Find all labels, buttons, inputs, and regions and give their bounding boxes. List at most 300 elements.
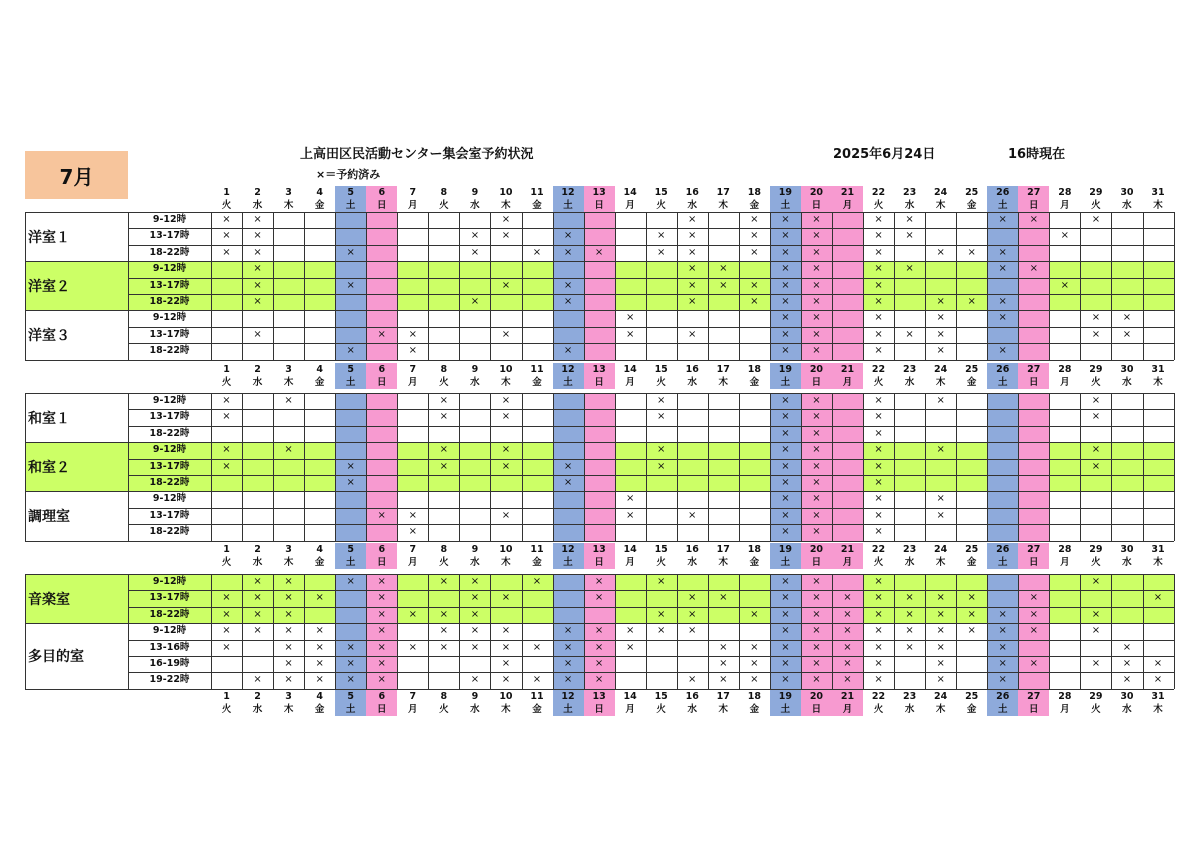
day-number: 5 [347,187,354,198]
booked-mark: × [688,592,697,604]
day-number: 4 [316,544,323,555]
booked-mark: × [781,493,790,505]
day-number: 12 [561,544,575,555]
booked-mark: × [563,279,573,291]
col-line [708,212,709,360]
day-header [459,363,490,389]
day-weekday: 火 [439,200,449,211]
booked-mark: × [874,526,883,538]
day-header [1080,363,1111,389]
day-weekday: 水 [687,704,697,715]
day-number: 20 [809,691,824,702]
booked-mark: × [812,263,821,275]
day-weekday: 月 [842,704,853,715]
col-line [1174,574,1175,689]
col-line [459,393,460,541]
booked-mark: × [501,230,511,242]
time-slot: 13-16時 [149,641,190,653]
col-line [987,212,988,360]
booked-mark: × [563,460,573,472]
booked-mark: × [346,345,355,357]
day-weekday: 火 [873,377,884,388]
day-header [522,543,553,569]
booked-mark: × [781,576,790,587]
day-number: 27 [1027,364,1041,375]
day-weekday: 火 [1091,557,1101,568]
booked-mark: × [656,460,666,472]
time-slot: 18-22時 [149,608,190,620]
booked-mark: × [222,641,231,653]
booked-mark: × [998,246,1007,258]
day-weekday: 木 [501,200,511,211]
day-header [242,543,273,569]
day-header [646,363,677,389]
booked-mark: × [253,625,262,637]
time-slot: 16-19時 [149,658,190,669]
booked-mark: × [812,576,821,587]
day-number: 22 [871,691,886,702]
booked-mark: × [781,658,790,669]
time-slot: 18-22時 [149,427,190,439]
day-header [770,543,801,569]
booked-mark: × [222,411,231,423]
as-of-time: 16時現在 [1008,147,1066,162]
col-line [1080,393,1081,541]
day-weekday: 木 [283,557,294,568]
time-slot: 18-22時 [149,246,190,258]
day-weekday: 月 [408,704,418,715]
day-header [615,186,646,212]
booked-mark: × [812,328,821,340]
booked-mark: × [408,641,417,653]
booked-mark: × [470,296,480,307]
booked-mark: × [1091,608,1101,620]
day-number: 13 [592,187,606,198]
time-slot: 9-12時 [152,395,187,406]
booked-mark: × [222,246,231,258]
day-weekday: 土 [563,377,573,388]
time-slot: 13-17時 [149,230,190,242]
day-weekday: 木 [501,377,511,388]
day-number: 7 [409,364,417,375]
day-number: 2 [254,691,261,702]
day-header [1018,543,1049,569]
day-weekday: 金 [966,377,977,388]
day-weekday: 水 [687,200,697,211]
day-weekday: 金 [532,704,542,715]
booked-mark: × [874,444,883,456]
day-weekday: 金 [966,704,977,715]
day-weekday: 金 [314,557,325,568]
day-header [490,363,521,389]
booked-mark: × [253,592,262,604]
day-column [366,442,397,491]
booked-mark: × [377,674,386,686]
booked-mark: × [750,246,759,258]
day-number: 23 [902,187,917,198]
day-header [490,186,521,212]
day-weekday: 木 [1153,200,1163,211]
col-line [25,574,26,689]
booked-mark: × [470,246,480,258]
day-number: 26 [996,691,1010,702]
col-line [646,393,647,541]
day-weekday: 水 [252,377,263,388]
day-weekday: 火 [656,557,666,568]
col-line [273,574,274,689]
booked-mark: × [812,230,821,242]
booked-mark: × [253,263,262,275]
day-weekday: 火 [656,377,666,388]
booked-mark: × [688,263,697,275]
day-number: 30 [1120,187,1134,198]
col-line [832,212,833,360]
col-line [335,574,336,689]
day-header [987,186,1018,212]
booked-mark: × [1091,328,1101,340]
day-header [335,690,366,716]
day-column [584,393,615,442]
booked-mark: × [905,328,914,340]
day-header [211,690,242,716]
day-column [987,393,1018,442]
day-header [397,186,428,212]
col-line [925,212,926,360]
col-line [894,212,895,360]
room-line [25,393,1174,394]
col-line [25,393,26,541]
day-number: 26 [996,544,1010,555]
row-line [128,475,1174,476]
booked-mark: × [377,658,386,669]
booked-mark: × [315,658,324,669]
col-line [1018,574,1019,689]
booked-mark: × [781,592,790,604]
booked-mark: × [532,674,542,686]
col-line [304,574,305,689]
day-header [646,186,677,212]
time-slot: 9-12時 [152,263,187,275]
day-header [770,690,801,716]
day-header [1143,363,1174,389]
booked-mark: × [563,345,573,357]
col-line [522,393,523,541]
day-header [273,186,304,212]
day-number: 19 [778,364,792,375]
booked-mark: × [656,411,666,423]
room-line [25,212,1174,213]
day-header [1080,690,1111,716]
booked-mark: × [253,214,262,225]
day-weekday: 木 [501,704,511,715]
day-header [894,363,925,389]
col-line [397,574,398,689]
day-header [615,690,646,716]
booked-mark: × [439,460,449,472]
day-number: 29 [1089,544,1103,555]
booked-mark: × [1029,625,1038,637]
day-header [708,363,739,389]
day-weekday: 水 [904,704,915,715]
row-line [128,524,1174,525]
day-header [925,543,956,569]
day-header [459,186,490,212]
booked-mark: × [1122,674,1132,686]
booked-mark: × [594,246,604,258]
day-number: 9 [471,187,479,198]
row-line [128,607,1174,608]
booked-mark: × [253,230,262,242]
day-number: 31 [1151,187,1165,198]
day-weekday: 日 [811,557,822,568]
col-line [956,393,957,541]
day-header [677,543,708,569]
booked-mark: × [625,328,635,340]
day-header [832,186,863,212]
booked-mark: × [781,279,790,291]
col-line [584,574,585,689]
booked-mark: × [377,625,386,637]
col-line [646,574,647,689]
day-header [894,186,925,212]
as-of-date: 2025年6月24日 [833,147,936,162]
booked-mark: × [781,674,790,686]
booked-mark: × [750,296,759,307]
day-number: 17 [716,187,730,198]
row-line [128,228,1174,229]
room-line [25,623,1174,624]
day-weekday: 土 [997,377,1008,388]
booked-mark: × [874,576,883,587]
booked-mark: × [501,214,511,225]
booked-mark: × [781,526,790,538]
day-weekday: 日 [594,377,604,388]
day-column [366,393,397,442]
day-header [708,690,739,716]
day-number: 3 [285,691,292,702]
day-weekday: 火 [1091,377,1101,388]
day-weekday: 日 [811,200,822,211]
day-weekday: 土 [780,377,791,388]
booked-mark: × [781,460,790,472]
day-number: 14 [623,187,637,198]
booked-mark: × [563,625,573,637]
booked-mark: × [222,460,231,472]
day-number: 29 [1089,187,1103,198]
day-header [584,690,615,716]
col-line [428,574,429,689]
day-weekday: 日 [594,200,604,211]
day-weekday: 火 [439,557,449,568]
booked-mark: × [470,230,480,242]
booked-mark: × [408,328,417,340]
time-slot: 18-22時 [149,296,190,307]
time-slot: 13-17時 [149,279,190,291]
day-weekday: 金 [749,704,760,715]
booked-mark: × [1153,658,1163,669]
col-line [863,574,864,689]
booked-mark: × [470,608,480,620]
room-name: 音楽室 [28,591,70,608]
day-number: 10 [499,544,513,555]
day-number: 20 [809,544,824,555]
booked-mark: × [936,312,945,324]
booked-mark: × [874,477,883,488]
col-line [677,393,678,541]
day-weekday: 月 [625,557,635,568]
booked-mark: × [905,214,914,225]
room-line [25,310,1174,311]
booked-mark: × [1091,444,1101,456]
day-column [832,393,863,442]
booked-mark: × [594,674,604,686]
day-header [832,690,863,716]
day-header [1143,186,1174,212]
day-number: 30 [1120,364,1134,375]
booked-mark: × [998,296,1007,307]
time-slot: 9-12時 [152,625,187,637]
day-weekday: 月 [408,557,418,568]
day-number: 22 [871,187,886,198]
day-number: 11 [530,187,544,198]
booked-mark: × [625,493,635,505]
booked-mark: × [688,674,697,686]
booked-mark: × [812,509,821,521]
booked-mark: × [998,641,1007,653]
day-header [739,690,770,716]
col-line [1174,393,1175,541]
day-number: 11 [530,364,544,375]
col-line [801,393,802,541]
booked-mark: × [346,477,355,488]
room-name: 多目的室 [28,648,84,665]
col-line [242,393,243,541]
day-number: 6 [378,364,386,375]
col-line [335,393,336,541]
row-line [128,245,1174,246]
col-line [1049,212,1050,360]
day-column [584,442,615,491]
booked-mark: × [625,312,635,324]
col-line [646,212,647,360]
col-line [801,212,802,360]
booked-mark: × [750,230,759,242]
booked-mark: × [222,592,231,604]
day-number: 4 [316,691,323,702]
day-header [1018,363,1049,389]
day-number: 21 [840,364,855,375]
booked-mark: × [936,641,945,653]
day-weekday: 月 [842,200,853,211]
day-weekday: 土 [563,557,573,568]
day-header [522,690,553,716]
day-weekday: 月 [842,377,853,388]
booked-mark: × [936,625,945,637]
day-number: 3 [285,544,292,555]
col-line [739,574,740,689]
col-line [335,212,336,360]
col-line [1080,574,1081,689]
day-number: 2 [254,364,261,375]
day-number: 11 [530,691,544,702]
day-number: 8 [440,544,448,555]
booked-mark: × [284,625,293,637]
booked-mark: × [874,460,883,472]
booked-mark: × [936,493,945,505]
booked-mark: × [284,444,293,456]
day-number: 7 [409,544,417,555]
booked-mark: × [594,625,604,637]
day-number: 16 [685,187,699,198]
booked-mark: × [781,625,790,637]
booked-mark: × [315,625,324,637]
booked-mark: × [936,674,945,686]
col-line [273,212,274,360]
col-line [553,212,554,360]
day-weekday: 日 [594,557,604,568]
booked-mark: × [998,312,1007,324]
booked-mark: × [688,230,697,242]
day-number: 10 [499,187,513,198]
col-line [304,393,305,541]
booked-mark: × [346,246,355,258]
col-line [459,212,460,360]
booked-mark: × [719,279,728,291]
booked-mark: × [874,296,883,307]
booked-mark: × [843,608,852,620]
day-weekday: 日 [811,704,822,715]
day-number: 27 [1027,544,1041,555]
day-header [1018,690,1049,716]
booked-mark: × [284,576,293,587]
day-number: 24 [934,544,948,555]
block-bottom [25,541,1174,542]
day-number: 23 [902,544,917,555]
booked-mark: × [470,625,480,637]
row-line [128,278,1174,279]
booked-mark: × [905,641,914,653]
time-slot: 13-17時 [149,509,190,521]
day-number: 12 [561,364,575,375]
time-slot: 9-12時 [152,444,187,456]
booked-mark: × [470,674,480,686]
day-number: 16 [685,691,699,702]
col-line [987,393,988,541]
day-number: 9 [471,691,479,702]
col-line [490,574,491,689]
day-weekday: 水 [687,557,697,568]
day-number: 31 [1151,691,1165,702]
booked-mark: × [843,592,852,604]
booked-mark: × [905,263,914,275]
day-weekday: 水 [470,377,480,388]
day-weekday: 月 [842,557,853,568]
col-line [211,212,212,360]
time-slot: 13-17時 [149,460,190,472]
row-line [128,294,1174,295]
day-header [584,363,615,389]
booked-mark: × [843,641,852,653]
day-header [304,363,335,389]
day-number: 21 [840,691,855,702]
room-line [25,574,1174,575]
day-weekday: 月 [625,200,635,211]
booked-mark: × [998,608,1007,620]
day-weekday: 土 [345,704,356,715]
row-line [128,327,1174,328]
day-number: 28 [1058,187,1072,198]
month-label: 7月 [25,151,128,199]
